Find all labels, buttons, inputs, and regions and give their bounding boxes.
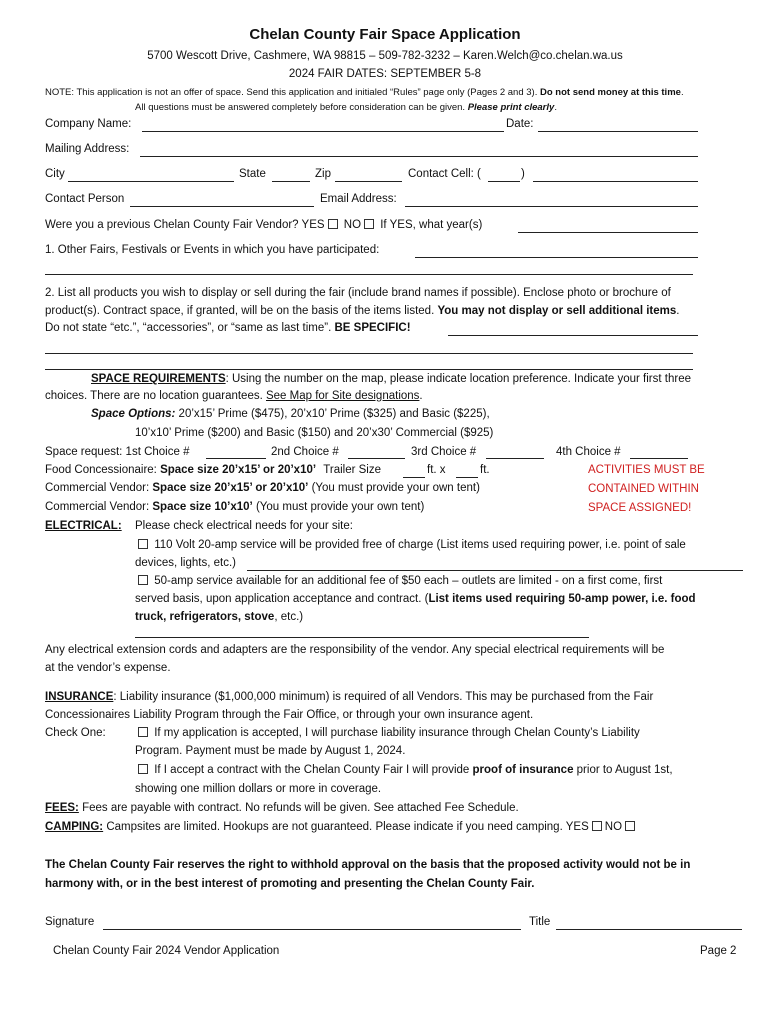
prev-vendor-no-checkbox[interactable]: [364, 219, 374, 229]
electrical-option-2: 50-amp service available for an additional fee of $50 each – outlets are limited - on a first come, first: [135, 575, 662, 587]
activities-warning-2: CONTAINED WITHIN: [588, 483, 699, 495]
city-label: City: [45, 168, 65, 180]
zip-field[interactable]: [335, 181, 402, 182]
date-label: Date:: [506, 118, 534, 130]
map-link[interactable]: See Map for Site designations: [265, 390, 420, 402]
insurance-option-2b: showing one million dollars or more in coverage.: [135, 783, 382, 795]
prev-vendor-yes-checkbox[interactable]: [328, 219, 338, 229]
other-fairs-field-2[interactable]: [45, 274, 693, 275]
choice-2-label: 2nd Choice #: [271, 446, 339, 458]
trailer-length-field[interactable]: [456, 477, 478, 478]
insurance-option-1: If my application is accepted, I will purchase liability insurance through Chelan County’s Liability: [135, 727, 640, 739]
choice-4-label: 4th Choice #: [556, 446, 621, 458]
electrical-option-2b: served basis, upon application acceptance and contract. (List items used requiring 50-amp power, i.e. food: [135, 593, 696, 605]
products-line-2: product(s). Contract space, if granted, will be on the basis of the items listed. You may not display or sell additional items.: [45, 305, 680, 317]
reserve-statement-2: harmony with, or in the best interest of promoting and presenting the Chelan County Fair.: [45, 878, 535, 890]
state-label: State: [239, 168, 266, 180]
date-field[interactable]: [538, 131, 698, 132]
activities-warning-3: SPACE ASSIGNED!: [588, 502, 692, 514]
email-field[interactable]: [405, 206, 698, 207]
title-field[interactable]: [556, 929, 742, 930]
products-field[interactable]: [448, 335, 698, 336]
reserve-statement-1: The Chelan County Fair reserves the right to withhold approval on the basis that the proposed activity would not be in: [45, 859, 691, 871]
choice-4-field[interactable]: [630, 458, 688, 459]
city-field[interactable]: [68, 181, 234, 182]
mailing-field[interactable]: [140, 156, 698, 157]
other-fairs-field[interactable]: [415, 257, 698, 258]
proof-insurance-checkbox[interactable]: [138, 764, 148, 774]
electrical-intro: Please check electrical needs for your site:: [135, 520, 353, 532]
electrical-option-1: 110 Volt 20-amp service will be provided free of charge (List items used requiring power, i.e. point of sale: [135, 539, 686, 551]
extension-cords-line-2: at the vendor’s expense.: [45, 662, 171, 674]
choice-3-field[interactable]: [486, 458, 544, 459]
prev-vendor-row: Were you a previous Chelan County Fair Vendor? YES NO If YES, what year(s): [45, 219, 483, 231]
ft-x-label: ft. x: [427, 464, 446, 476]
50amp-checkbox[interactable]: [138, 575, 148, 585]
cell-field[interactable]: [533, 181, 698, 182]
contact-field[interactable]: [130, 206, 314, 207]
other-fairs-label: 1. Other Fairs, Festivals or Events in which you have participated:: [45, 244, 380, 256]
camping-line: CAMPING: Campsites are limited. Hookups are not guaranteed. Please indicate if you need camping. YES NO: [45, 821, 638, 833]
110v-checkbox[interactable]: [138, 539, 148, 549]
products-line-3: Do not state “etc.”, “accessories”, or “same as last time”. BE SPECIFIC!: [45, 322, 411, 334]
electrical-option-1b: devices, lights, etc.): [135, 557, 236, 569]
extension-cords-line-1: Any electrical extension cords and adapters are the responsibility of the vendor. Any special electrical requirements will be: [45, 644, 665, 656]
insurance-line-1: INSURANCE: Liability insurance ($1,000,000 minimum) is required of all Vendors. This may be purchased from the Fair: [45, 691, 654, 703]
footer-left: Chelan County Fair 2024 Vendor Application: [53, 945, 280, 957]
trailer-width-field[interactable]: [403, 477, 425, 478]
electrical-option-2c: truck, refrigerators, stove, etc.): [135, 611, 304, 623]
insurance-line-2: Concessionaires Liability Program through the Fair Office, or through your own insurance agent.: [45, 709, 534, 721]
food-concessionaire-row: Food Concessionaire: Space size 20’x15’ or 20’x10’ Trailer Size: [45, 464, 382, 476]
signature-field[interactable]: [103, 929, 521, 930]
form-title: Chelan County Fair Space Application: [249, 26, 521, 43]
title-label: Title: [529, 916, 551, 928]
camping-yes-checkbox[interactable]: [592, 821, 602, 831]
insurance-option-1b: Program. Payment must be made by August 1, 2024.: [135, 745, 406, 757]
page-number: Page 2: [700, 945, 737, 957]
cell-area-field[interactable]: [488, 181, 520, 182]
purchase-insurance-checkbox[interactable]: [138, 727, 148, 737]
check-one-label: Check One:: [45, 727, 106, 739]
activities-warning-1: ACTIVITIES MUST BE: [588, 464, 705, 476]
products-line-1: 2. List all products you wish to display or sell during the fair (include brand names if possible). Enclose photo or brochure of: [45, 287, 671, 299]
space-options-line-1: Space Options: 20’x15’ Prime ($475), 20’x10’ Prime ($325) and Basic ($225),: [91, 408, 490, 420]
ft-label: ft.: [480, 464, 490, 476]
commercial-vendor-row-2: Commercial Vendor: Space size 10’x10’ (You must provide your own tent): [45, 501, 425, 513]
choice-2-field[interactable]: [348, 458, 405, 459]
choice-1-label: Space request: 1st Choice #: [45, 446, 190, 458]
choice-1-field[interactable]: [206, 458, 266, 459]
products-field-2[interactable]: [45, 353, 693, 354]
space-options-line-2: 10’x10’ Prime ($200) and Basic ($150) and 20’x30’ Commercial ($925): [135, 427, 494, 439]
signature-label: Signature: [45, 916, 95, 928]
fair-address: 5700 Wescott Drive, Cashmere, WA 98815 – 509-782-3232 – Karen.Welch@co.chelan.wa.us: [147, 50, 623, 62]
110v-items-field[interactable]: [247, 570, 743, 571]
camping-no-checkbox[interactable]: [625, 821, 635, 831]
zip-label: Zip: [315, 168, 331, 180]
commercial-vendor-row-1: Commercial Vendor: Space size 20’x15’ or 20’x10’ (You must provide your own tent): [45, 482, 480, 494]
fees-line: FEES: Fees are payable with contract. No refunds will be given. See attached Fee Schedule.: [45, 802, 519, 814]
insurance-option-2: If I accept a contract with the Chelan County Fair I will provide proof of insurance prior to August 1st,: [135, 764, 673, 776]
prev-years-field[interactable]: [518, 232, 698, 233]
state-field[interactable]: [272, 181, 310, 182]
products-field-3[interactable]: [45, 369, 693, 370]
50amp-items-field[interactable]: [135, 637, 589, 638]
company-label: Company Name:: [45, 118, 132, 130]
choice-3-label: 3rd Choice #: [411, 446, 477, 458]
email-label: Email Address:: [320, 193, 397, 205]
company-field[interactable]: [142, 131, 504, 132]
mailing-label: Mailing Address:: [45, 143, 130, 155]
contact-label: Contact Person: [45, 193, 125, 205]
cell-label: Contact Cell: (: [408, 168, 481, 180]
cell-close: ): [521, 168, 525, 180]
note-line-2: All questions must be answered completely before consideration can be given. Please print clearly.: [135, 102, 557, 113]
note-line-1: NOTE: This application is not an offer of space. Send this application and initialed “Rules” page only (Pages 2 and 3). Do not send money at this time.: [45, 87, 684, 98]
fair-dates: 2024 FAIR DATES: SEPTEMBER 5-8: [288, 68, 482, 80]
electrical-heading: ELECTRICAL:: [45, 520, 122, 532]
space-requirements-line-2: choices. There are no location guarantees. See Map for Site designations.: [45, 390, 423, 402]
space-requirements-line-1: SPACE REQUIREMENTS: Using the number on the map, please indicate location preference. Indicate your first three: [91, 373, 691, 385]
